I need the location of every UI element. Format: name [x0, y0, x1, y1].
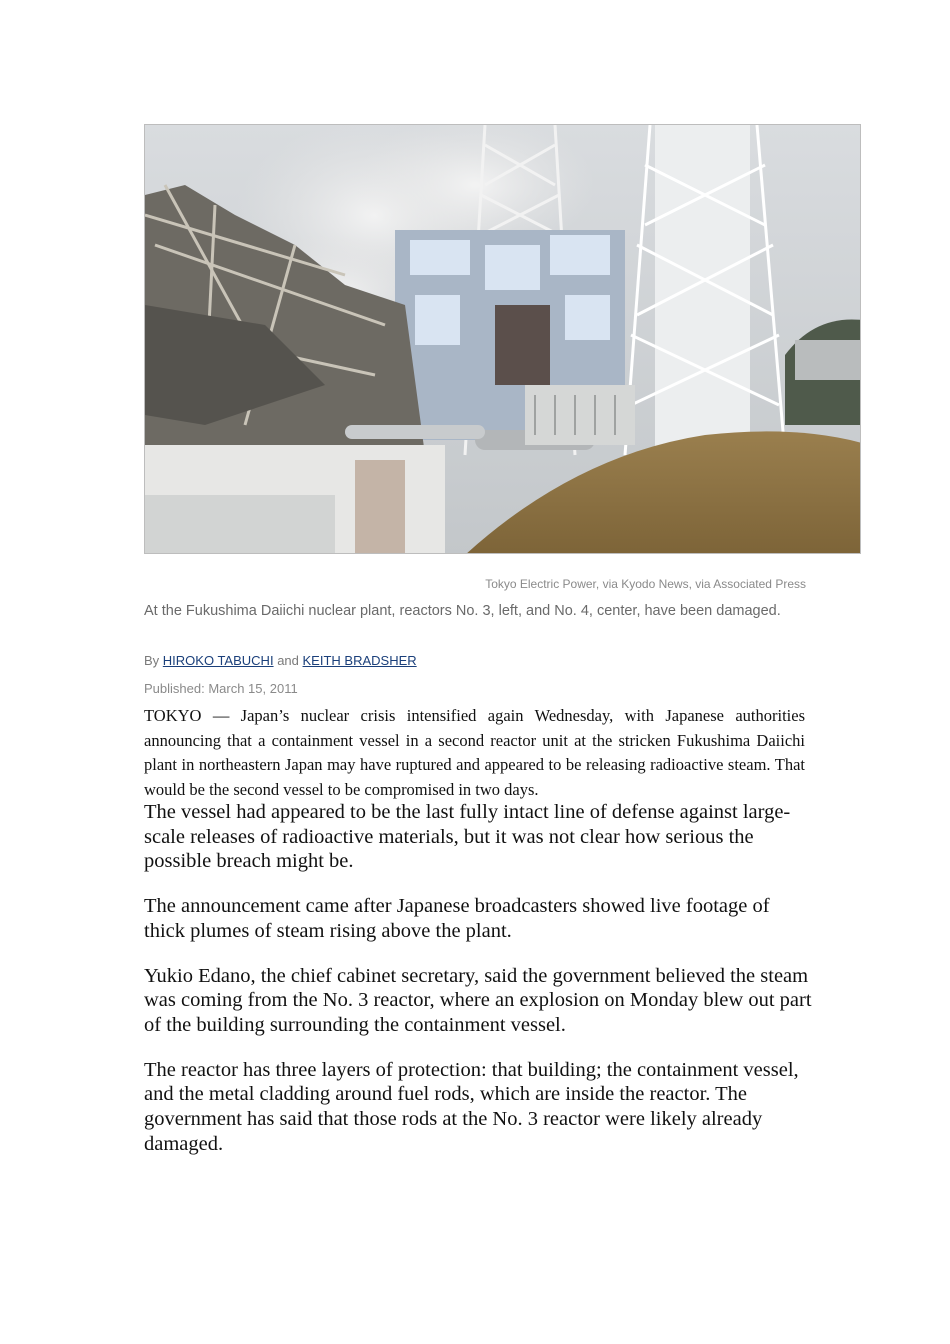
article-paragraph: Yukio Edano, the chief cabinet secretary, said the government believed the steam was coming from the No. 3 reactor, where an explosion on Monday blew out part of the building surrounding the containment vessel.	[144, 964, 812, 1036]
article-paragraph: The reactor has three layers of protection: that building; the containment vessel, and the metal cladding around fuel rods, which are inside the reactor. The government has said that those rods at the No. 3 reactor were likely already damaged.	[144, 1058, 799, 1155]
author-link-keith-bradsher[interactable]: KEITH BRADSHER	[302, 653, 417, 668]
article-paragraph: The vessel had appeared to be the last fully intact line of defense against large-scale releases of radioactive materials, but it was not clear how serious the possible breach might be.	[144, 801, 791, 873]
byline	[144, 653, 417, 668]
byline-conjunction: and	[277, 653, 299, 668]
byline-prefix: By	[144, 653, 160, 668]
photo-caption: At the Fukushima Daiichi nuclear plant, reactors No. 3, left, and No. 4, center, have been damaged.	[144, 603, 781, 619]
article-body	[144, 800, 814, 1176]
article-paragraph: The announcement came after Japanese broadcasters showed live footage of thick plumes of steam rising above the plant.	[144, 895, 770, 942]
photo-credit: Tokyo Electric Power, via Kyodo News, via Associated Press	[485, 577, 806, 591]
author-link-hiroko-tabuchi[interactable]: HIROKO TABUCHI	[162, 653, 274, 668]
published-date: Published: March 15, 2011	[144, 681, 298, 696]
article-lede: TOKYO — Japan’s nuclear crisis intensified again Wednesday, with Japanese authorities announcing that a containment vessel in a second reactor unit at the stricken Fukushima Daiichi plant in northeastern Japan may have ruptured and appeared to be releasing radioactive steam. That would be the second vessel to be compromised in two days.	[144, 706, 805, 799]
article-photo	[144, 124, 861, 554]
